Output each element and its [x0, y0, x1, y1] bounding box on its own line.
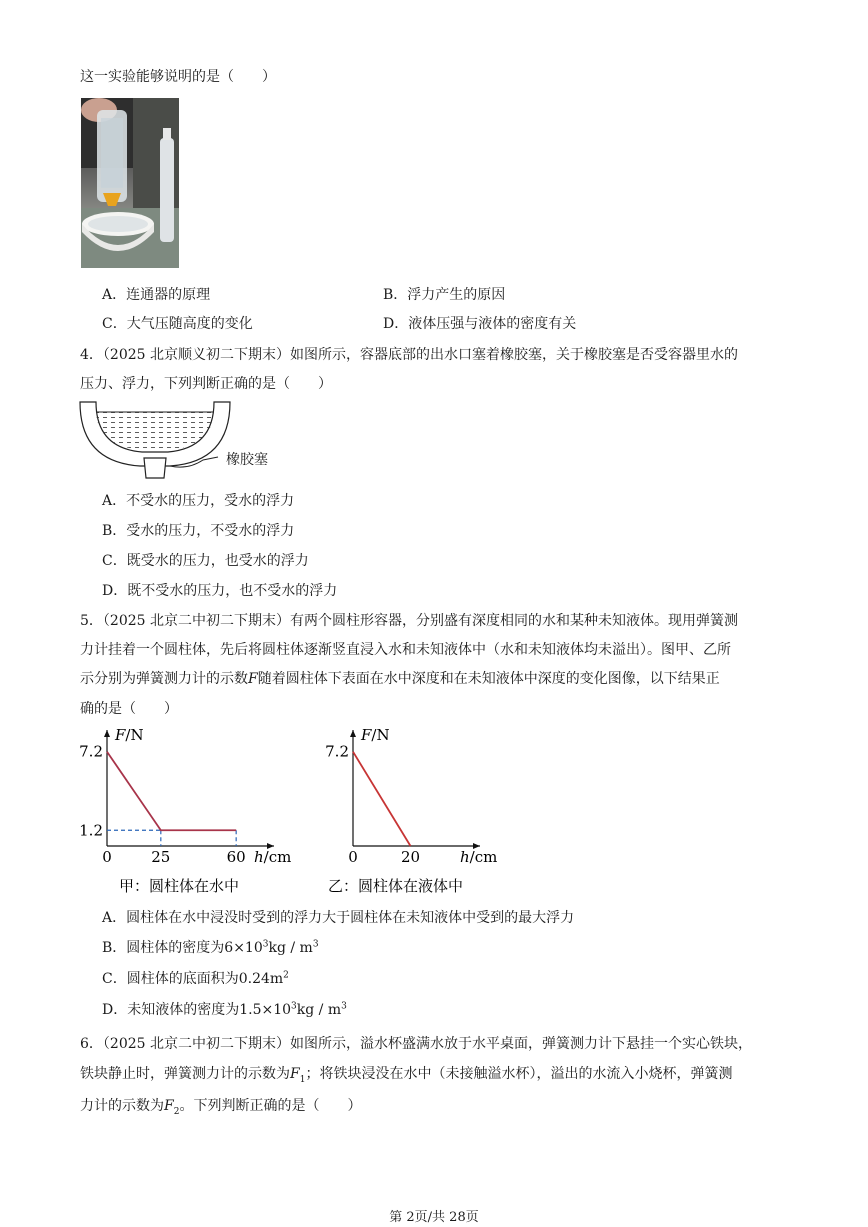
rubber-stopper-label: 橡胶塞	[226, 452, 268, 468]
q5-option-d-exp2: 3	[341, 1001, 347, 1012]
q3-option-c: C．大气压随高度的变化	[102, 316, 253, 332]
q5-option-b-val: 6×10	[224, 940, 263, 956]
x-tick-label: 60	[226, 848, 246, 866]
q5-option-d-unit: kg / m	[296, 1002, 342, 1018]
q6-var-f1: F	[290, 1066, 300, 1082]
series-line	[353, 752, 411, 846]
q5-stem-line3-b: 随着圆柱体下表面在水中深度和在未知液体中深度的变化图像，以下结果正	[257, 671, 720, 687]
q6-stem-line2-b: ；将铁块浸没在水中（未接触溢水杯），溢出的水流入小烧杯，弹簧测	[305, 1066, 733, 1082]
x-axis-label-var: h	[254, 848, 264, 866]
q5-option-c-val: 0.24m	[238, 971, 284, 987]
q3-option-b: B．浮力产生的原因	[383, 287, 506, 303]
y-axis-label	[360, 726, 390, 744]
y-axis-arrow	[350, 730, 356, 737]
q5-option-d-exp: 3	[291, 1001, 297, 1012]
q5-stem-line3-a: 示分别为弹簧测力计的示数	[80, 671, 248, 687]
q6-stem-line3	[80, 1095, 361, 1117]
container-figure	[78, 400, 278, 480]
q3-option-d: D．液体压强与液体的密度有关	[383, 316, 577, 332]
q6-var-f2: F	[164, 1098, 174, 1114]
q6-stem-line2-a: 铁块静止时，弹簧测力计的示数为	[80, 1066, 290, 1082]
y-tick-label: 1.2	[79, 821, 103, 840]
q5-stem-line2: 力计挂着一个圆柱体，先后将圆柱体逐渐竖直浸入水和未知液体中（水和未知液体均未溢出）。图甲、乙所	[80, 642, 731, 658]
q4-stem-line2: 压力、浮力，下列判断正确的是（ ）	[80, 376, 332, 392]
chart-caption: 甲：圆柱体在水中	[119, 877, 240, 895]
q5-option-c-pre: C．圆柱体的底面积为	[102, 971, 239, 987]
q5-option-b-pre: B．圆柱体的密度为	[102, 940, 225, 956]
y-tick-label: 7.2	[325, 742, 349, 761]
y-axis-label-unit: /N	[371, 726, 390, 744]
x-axis-label-var: h	[460, 848, 470, 866]
q4-option-a: A．不受水的压力，受水的浮力	[102, 493, 295, 509]
experiment-photo	[81, 98, 179, 268]
q5-option-a: A．圆柱体在水中浸没时受到的浮力大于圆柱体在未知液体中受到的最大浮力	[102, 910, 575, 926]
x-tick-label: 20	[400, 848, 421, 866]
q5-option-d	[102, 999, 347, 1019]
q5-stem-line1: 5．（2025 北京二中初二下期末）有两个圆柱形容器，分别盛有深度相同的水和某种未知液体。现用弹簧测	[80, 613, 738, 629]
q4-option-b: B．受水的压力，不受水的浮力	[102, 523, 295, 539]
x-tick-label: 0	[102, 848, 112, 866]
experiment-photo-drawing	[81, 98, 179, 268]
q5-var-f: F	[248, 671, 258, 687]
q6-stem-line3-b: 。下列判断正确的是（ ）	[179, 1098, 362, 1114]
x-axis-label	[254, 848, 291, 866]
q4-option-c: C．既受水的压力，也受水的浮力	[102, 553, 309, 569]
q6-stem-line2	[80, 1063, 732, 1085]
q5-option-c-exp: 2	[283, 970, 289, 981]
q5-option-c	[102, 968, 289, 988]
x-axis-label	[460, 848, 497, 866]
chart-caption: 乙：圆柱体在液体中	[328, 877, 464, 895]
q3-stem: 这一实验能够说明的是（ ）	[80, 69, 276, 85]
q5-option-d-pre: D．未知液体的密度为	[102, 1002, 240, 1018]
q6-var-f1-sub: 1	[299, 1074, 306, 1085]
series-line	[107, 752, 236, 831]
x-axis-label-unit: /cm	[263, 848, 292, 866]
q6-var-f2-sub: 2	[173, 1106, 180, 1117]
y-axis-label-unit: /N	[125, 726, 144, 744]
q4-stem-line1: 4．（2025 北京顺义初二下期末）如图所示，容器底部的出水口塞着橡胶塞，关于橡胶塞是否受容器里水的	[80, 347, 738, 363]
q6-stem-line3-a: 力计的示数为	[80, 1098, 164, 1114]
q5-option-b	[102, 937, 319, 957]
q5-option-d-val: 1.5×10	[239, 1002, 292, 1018]
chart-water	[72, 728, 292, 896]
q5-stem-line3	[80, 668, 720, 688]
q6-stem-line1: 6．（2025 北京二中初二下期末）如图所示，溢水杯盛满水放于水平桌面，弹簧测力计下悬挂一个实心铁块，	[80, 1036, 752, 1052]
q5-option-b-exp: 3	[262, 939, 269, 950]
x-tick-label: 0	[348, 848, 358, 866]
y-axis-label-var: F	[361, 726, 372, 744]
q4-option-d: D．既不受水的压力，也不受水的浮力	[102, 583, 338, 599]
x-tick-label: 25	[151, 848, 171, 866]
y-axis-label-var: F	[115, 726, 126, 744]
q5-option-b-unit: kg / m	[268, 940, 313, 956]
page-footer: 第 2页/共 28页	[389, 1210, 479, 1225]
y-axis-label	[114, 726, 144, 744]
q3-option-a: A．连通器的原理	[102, 287, 211, 303]
x-axis-label-unit: /cm	[469, 848, 498, 866]
chart-liquid	[320, 726, 498, 896]
q5-stem-line4: 确的是（ ）	[80, 701, 178, 717]
y-tick-label: 7.2	[79, 742, 103, 761]
y-axis-arrow	[104, 730, 110, 737]
q5-option-b-exp2: 3	[312, 939, 319, 950]
